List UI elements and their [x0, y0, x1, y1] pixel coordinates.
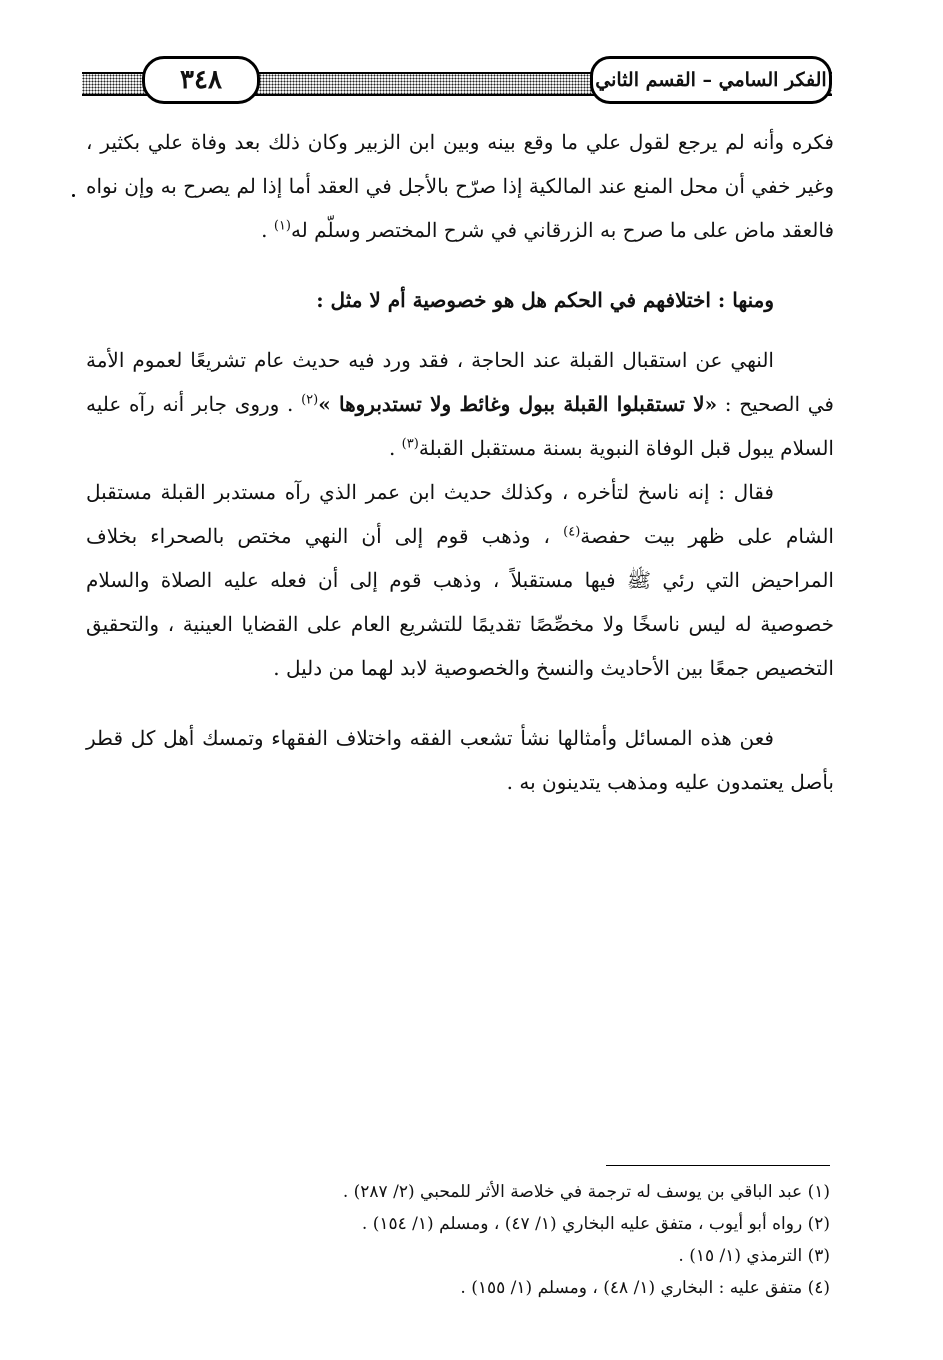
paragraph-1-end: . — [261, 218, 274, 242]
page-number: ٣٤٨ — [142, 56, 260, 104]
footnotes — [230, 1176, 830, 1304]
stray-dot — [72, 194, 75, 197]
footnote-ref-2[interactable]: (٢) — [301, 392, 319, 408]
paragraph-2-text-c: . — [388, 436, 402, 460]
paragraph-1 — [86, 120, 834, 252]
footnote-4: (٤) متفق عليه : البخاري (١/ ٤٨) ، ومسلم (١/ ١٥٥) . — [460, 1278, 830, 1298]
footnote-ref-3[interactable]: (٣) — [401, 436, 419, 452]
paragraph-4: فعن هذه المسائل وأمثالها نشأ تشعب الفقه واختلاف الفقهاء وتمسك أهل كل قطر بأصل يعتمدون عليه ومذهب يتدينون به . — [86, 726, 834, 794]
paragraph-1-text: فكره وأنه لم يرجع لقول علي ما وقع بينه وبين ابن الزبير وكان ذلك بعد وفاة علي بكثير ، وغير خفي أن محل المنع عند المالكية إذا صرّح بالأجل في العقد أما إذا لم يصرح به وإن نواه فالعقد ماض على ما صرح به الزرقاني في شرح المختصر وسلّم له — [86, 130, 834, 242]
main-text — [86, 120, 834, 804]
footnote-3: (٣) الترمذي (١/ ١٥) . — [678, 1246, 830, 1266]
paragraph-2 — [86, 338, 834, 470]
footnote-1: (١) عبد الباقي بن يوسف له ترجمة في خلاصة الأثر للمحبي (٢/ ٢٨٧) . — [342, 1182, 830, 1202]
page-header — [82, 50, 832, 106]
paragraph-3-text-a: فقال : إنه ناسخ لتأخره ، وكذلك حديث ابن عمر الذي رآه مستدبر القبلة مستقبل الشام على ظهر بيت حفصة — [86, 480, 834, 548]
hadith-quote: «لا تستقبلوا القبلة ببول وغائط ولا تستدبروها » — [318, 392, 718, 416]
section-heading: ومنها : اختلافهم في الحكم هل هو خصوصية أم لا مثل : — [316, 288, 774, 312]
paragraph-2-text-b: . وروى جابر أنه رآه عليه السلام يبول قبل الوفاة النبوية بسنة مستقبل القبلة — [86, 392, 834, 460]
footnote-ref-4[interactable]: (٤) — [563, 524, 581, 540]
paragraph-2-text-a: النهي عن استقبال القبلة عند الحاجة ، فقد ورد فيه حديث عام تشريعًا لعموم الأمة في الصحيح : — [86, 348, 834, 416]
footnote-ref-1[interactable]: (١) — [273, 218, 291, 234]
footnote-2: (٢) رواه أبو أيوب ، متفق عليه البخاري (١/ ٤٧) ، ومسلم (١/ ١٥٤) . — [361, 1214, 830, 1234]
paragraph-3-text-b: ، وذهب قوم إلى أن النهي مختص بالصحراء بخلاف المراحيض التي رئي ﷺ فيها مستقبلاً ، وذهب قوم إلى أن فعله عليه الصلاة والسلام خصوصية له ليس ناسخًا ولا مخصِّصًا تقديمًا للتشريع العام على القضايا العينية ، والتحقيق التخصيص جمعًا بين الأحاديث والنسخ والخصوصية لابد لهما من دليل . — [86, 524, 834, 680]
running-title: الفكر السامي – القسم الثاني — [590, 56, 832, 104]
footnote-rule — [606, 1165, 830, 1166]
paragraph-3 — [86, 470, 834, 690]
